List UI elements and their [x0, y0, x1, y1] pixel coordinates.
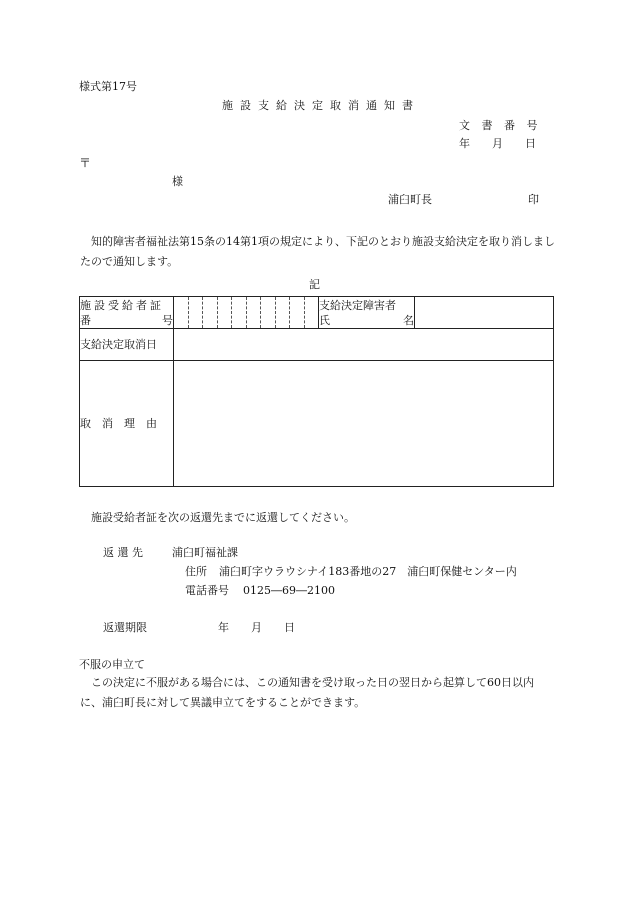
appeal-paragraph: この決定に不服がある場合には、この通知書を受け取った日の翌日から起算して60日以内に、浦臼町長に対して異議申立てをすることができます。 [80, 676, 534, 709]
doc-number-label: 文 書 番 号 [459, 119, 542, 132]
address-label: 住所 [185, 565, 207, 578]
cancel-reason-label: 取 消 理 由 [80, 361, 174, 487]
ki-heading: 記 [309, 278, 320, 291]
cert-number-cell[interactable] [174, 297, 319, 329]
cert-number-digit-box[interactable] [290, 297, 305, 328]
table-row [80, 329, 554, 361]
info-table [79, 296, 554, 487]
deadline-value: 年 月 日 [218, 621, 295, 634]
deadline-label: 返還期限 [103, 621, 147, 634]
cert-number-label: 施設受給者証 番 号 [80, 298, 173, 327]
postal-mark: 〒 [79, 156, 92, 170]
cert-number-digit-box[interactable] [276, 297, 291, 328]
seal-mark: 印 [528, 193, 539, 206]
cert-number-digit-box[interactable] [218, 297, 233, 328]
cert-number-digit-box[interactable] [189, 297, 204, 328]
body-paragraph: 知的障害者福祉法第15条の14第1項の規定により、下記のとおり施設支給決定を取り消しましたので通知します。 [80, 235, 555, 268]
form-number: 様式第17号 [79, 80, 137, 93]
table-row [80, 297, 554, 329]
disabled-name-cell[interactable] [415, 297, 554, 329]
phone-label: 電話番号 [185, 584, 229, 597]
cancel-date-label: 支給決定取消日 [80, 329, 174, 361]
phone-value: 0125―69―2100 [243, 584, 335, 597]
return-to-label: 返 還 先 [103, 546, 143, 559]
cert-number-digit-box[interactable] [232, 297, 247, 328]
cert-number-digit-box[interactable] [305, 297, 319, 328]
table-row [80, 361, 554, 487]
disabled-name-label: 支給決定障害者 氏 名 [319, 298, 414, 327]
cert-number-digit-box[interactable] [261, 297, 276, 328]
return-to-value: 浦臼町福祉課 [172, 546, 238, 559]
cancel-date-cell[interactable] [174, 329, 554, 361]
issuer-name: 浦臼町長 [388, 193, 432, 206]
address-value: 浦臼町字ウラウシナイ183番地の27 浦臼町保健センター内 [219, 565, 517, 578]
cert-number-digits [174, 297, 318, 328]
cert-number-digit-box[interactable] [174, 297, 189, 328]
date-label: 年 月 日 [459, 137, 536, 150]
appeal-heading: 不服の申立て [79, 658, 145, 671]
addressee-suffix: 様 [172, 175, 183, 188]
return-instruction: 施設受給者証を次の返還先までに返還してください。 [91, 511, 355, 524]
document-title: 施設支給決定取消通知書 [222, 99, 420, 112]
cancel-reason-cell[interactable] [174, 361, 554, 487]
cert-number-digit-box[interactable] [203, 297, 218, 328]
cert-number-digit-box[interactable] [247, 297, 262, 328]
